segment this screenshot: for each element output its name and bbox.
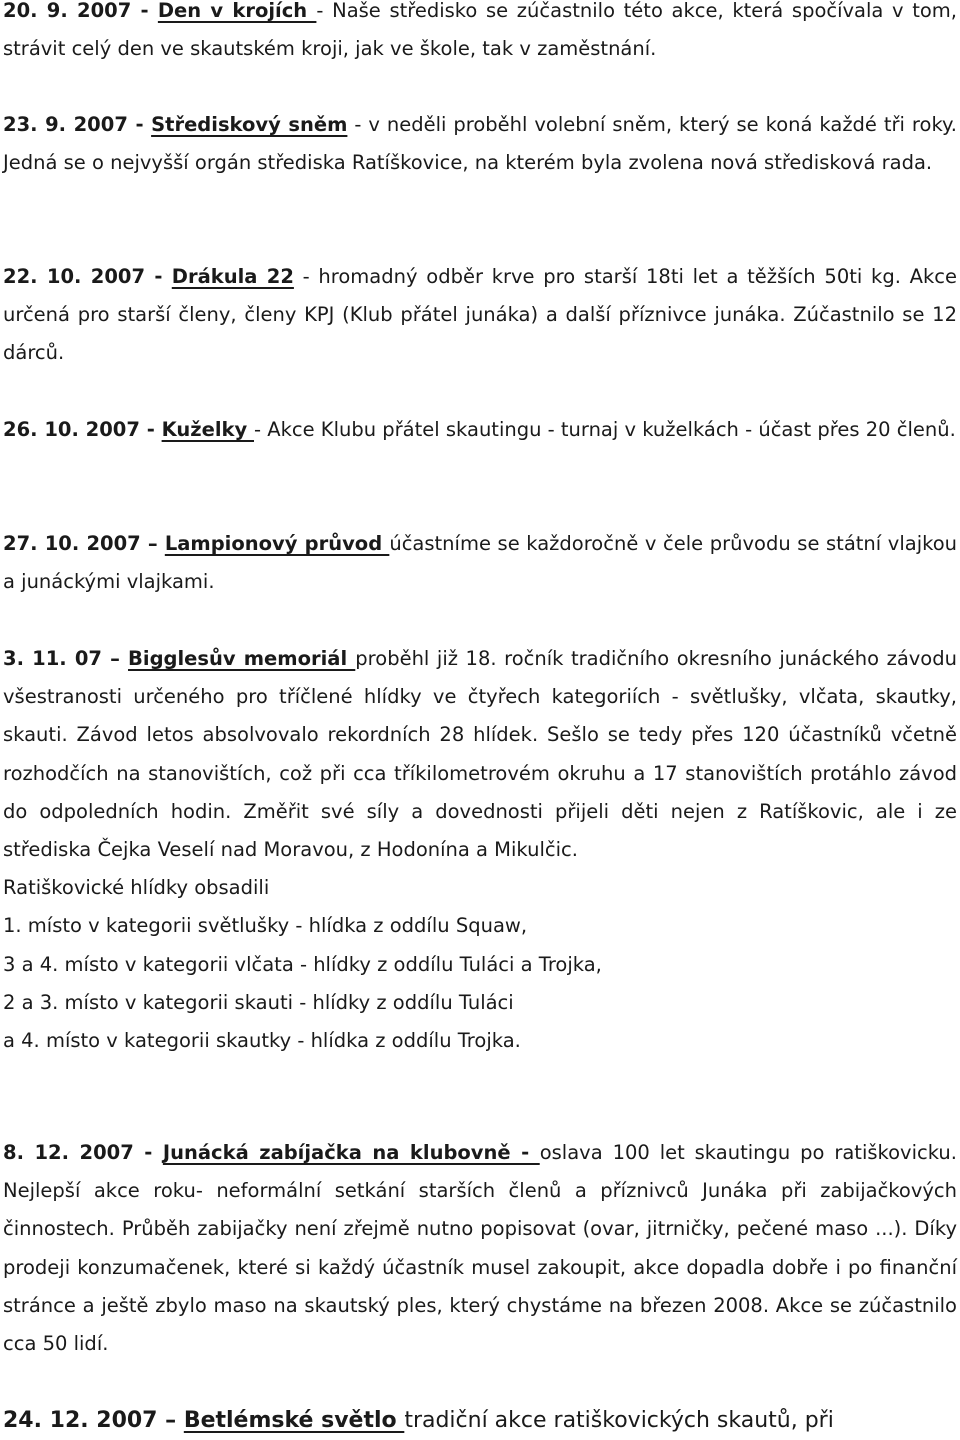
entry-text: - v neděli proběhl volební sněm, který se koná každé tři roky. Jedná se o nejvyšší orgán střediska Ratíškovice, na kterém byla zvolena nová středisková rada.: [3, 113, 957, 175]
entry-title: Junácká zabíjačka na klubovně -: [162, 1141, 540, 1164]
entry-date: 20. 9. 2007 -: [3, 0, 158, 22]
entry-date: 23. 9. 2007 -: [3, 113, 152, 136]
entry-date: 27. 10. 2007 –: [3, 532, 165, 555]
results-heading: Ratiškovické hlídky obsadili: [3, 876, 270, 900]
entry-text: - hromadný odběr krve pro starší 18ti let a těžších 50ti kg. Akce určená pro starší členy, členy KPJ (Klub přátel junáka) a další příznivce junáka. Zúčastnilo se 12 dárců.: [3, 265, 957, 365]
entry-date: 26. 10. 2007 -: [3, 418, 162, 441]
entry-title: Kuželky: [161, 418, 254, 441]
entry-title: Betlémské světlo: [183, 1408, 405, 1433]
entry-title: Den v krojích: [157, 0, 317, 22]
result-line: 3 a 4. místo v kategorii vlčata - hlídky z oddílu Tuláci a Trojka,: [3, 952, 602, 976]
entry-title: Lampionový průvod: [164, 532, 390, 555]
entry-kuzelky: [3, 411, 957, 449]
entry-text: oslava 100 let skautingu po ratiškovicku. Nejlepší akce roku- neformální setkání starších členů a příznivců Junáka při zabijačkových činnostech. Průběh zabijačky není zřejmě nutno popisovat (ovar, jitrničky, pečené maso ...). Díky prodeji konzumačenek, které si každý účastník musel zakoupit, akce dopadla dobře i po finanční stránce a ještě zbylo maso na skautský ples, který chystáme na březen 2008. Akce se zúčastnilo cca 50 lidí.: [3, 1141, 957, 1356]
entry-bigglesuv-memorial: [3, 640, 957, 1060]
entry-date: 3. 11. 07 –: [3, 647, 129, 670]
entry-date: 22. 10. 2007 -: [3, 265, 172, 288]
result-line: a 4. místo v kategorii skautky - hlídka z oddílu Trojka.: [3, 1029, 521, 1053]
entry-text: tradiční akce ratiškovických skautů, při: [404, 1408, 834, 1433]
entry-junacka-zabijacka: [3, 1134, 957, 1363]
entry-title: Bigglesův memoriál: [128, 647, 356, 670]
entry-text: - Akce Klubu přátel skautingu - turnaj v kuželkách - účast přes 20 členů.: [254, 418, 956, 441]
entry-text: - Naše středisko se zúčastnilo této akce, která spočívala v tom, strávit celý den ve skautském kroji, jak ve škole, tak v zaměstnání.: [3, 0, 957, 61]
entry-text: proběhl již 18. ročník tradičního okresního junáckého závodu všestranosti určeného pro tříčlené hlídky ve čtyřech kategoriích - světlušky, vlčata, skautky, skauti. Závod letos absolvovalo rekordních 28 hlídek. Sešlo se tedy přes 120 účastníků včetně rozhodčích na stanovištích, což při cca tříkilometrovém okruhu a 17 stanovištích protáhlo závod do odpoledních hodin. Změřit své síly a dovednosti přijeli děti nejen z Ratíškovic, ale i ze střediska Čejka Veselí nad Moravou, z Hodonína a Mikulčic.: [3, 647, 957, 862]
entry-date: 8. 12. 2007 -: [3, 1141, 163, 1164]
entry-strediskovy-snem: [3, 106, 957, 182]
entry-betlemske-svetlo: [3, 1402, 957, 1440]
entry-title: Střediskový sněm: [151, 113, 348, 136]
entry-drakula-22: [3, 258, 957, 373]
entry-den-v-krojich: [3, 0, 957, 68]
entry-title: Drákula 22: [171, 265, 294, 288]
entry-lampionovy-pruvod: [3, 525, 957, 601]
entry-date: 24. 12. 2007 –: [3, 1408, 184, 1433]
entry-text: účastníme se každoročně v čele průvodu se státní vlajkou a junáckými vlajkami.: [3, 532, 957, 594]
result-line: 1. místo v kategorii světlušky - hlídka z oddílu Squaw,: [3, 914, 528, 938]
result-line: 2 a 3. místo v kategorii skauti - hlídky z oddílu Tuláci: [3, 990, 514, 1014]
